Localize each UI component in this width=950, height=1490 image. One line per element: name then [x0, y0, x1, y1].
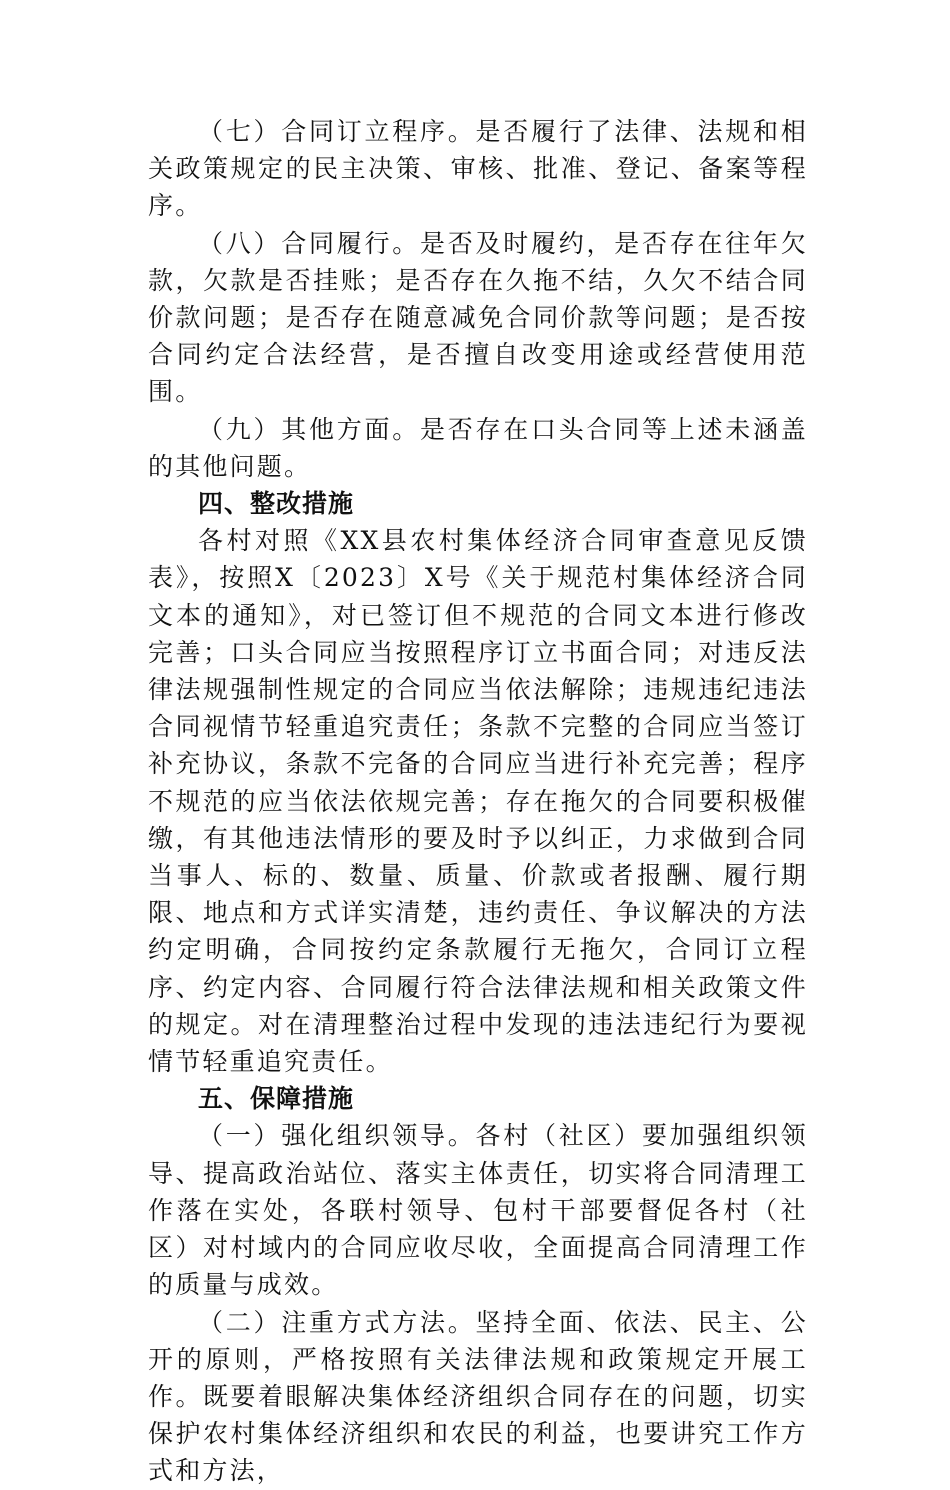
document-body [148, 113, 808, 1490]
section-heading-safeguards: 五、保障措施 [198, 1084, 355, 1114]
paragraph-other-aspects: （九）其他方面。是否存在口头合同等上述未涵盖的其他问题。 [148, 414, 808, 481]
section-heading-rectification: 四、整改措施 [198, 489, 355, 519]
paragraph-contract-performance: （八）合同履行。是否及时履约，是否存在往年欠款，欠款是否挂账；是否存在久拖不结，久欠不结合同价款问题；是否存在随意减免合同价款等问题；是否按合同约定合法经营，是否擅自改变用途或经营使用范围。 [148, 228, 808, 407]
paragraph-rectification-measures: 各村对照《XX县农村集体经济合同审查意见反馈表》，按照X〔2023〕X号《关于规范村集体经济合同文本的通知》，对已签订但不规范的合同文本进行修改完善；口头合同应当按照程序订立书面合同；对违反法律法规强制性规定的合同应当依法解除；违规违纪违法合同视情节轻重追究责任；条款不完整的合同应当签订补充协议，条款不完备的合同应当进行补充完善；程序不规范的应当依法依规完善；存在拖欠的合同要积极催缴，有其他违法情形的要及时予以纠正，力求做到合同当事人、标的、数量、质量、价款或者报酬、履行期限、地点和方式详实清楚，违约责任、争议解决的方法约定明确，合同按约定条款履行无拖欠，合同订立程序、约定内容、合同履行符合法律法规和相关政策文件的规定。对在清理整治过程中发现的违法违纪行为要视情节轻重追究责任。 [148, 526, 808, 1077]
paragraph-working-methods: （二）注重方式方法。坚持全面、依法、民主、公开的原则，严格按照有关法律法规和政策规定开展工作。既要着眼解决集体经济组织合同存在的问题，切实保护农村集体经济组织和农民的利益，也要讲究工作方式和方法， [148, 1307, 808, 1486]
paragraph-contract-procedure: （七）合同订立程序。是否履行了法律、法规和相关政策规定的民主决策、审核、批准、登记、备案等程序。 [148, 117, 808, 221]
paragraph-organizational-leadership: （一）强化组织领导。各村（社区）要加强组织领导、提高政治站位、落实主体责任，切实将合同清理工作落在实处，各联村领导、包村干部要督促各村（社区）对村域内的合同应收尽收，全面提高合同清理工作的质量与成效。 [148, 1121, 808, 1300]
